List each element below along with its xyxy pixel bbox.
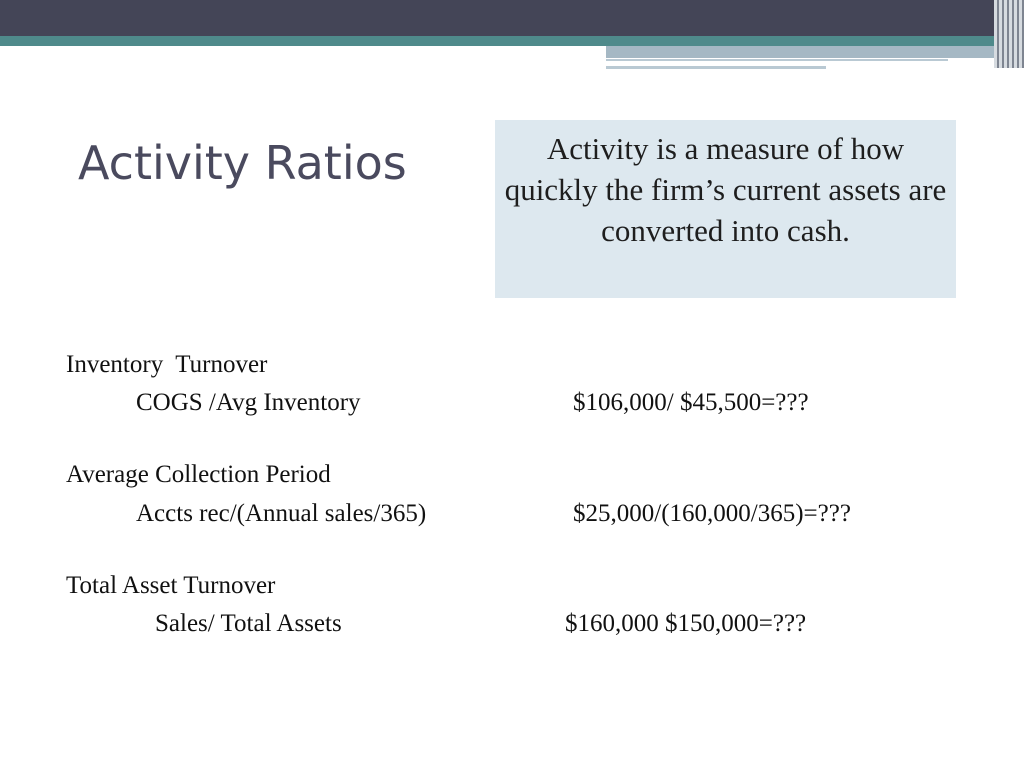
header-grey-band (606, 46, 1024, 58)
ratio-formula: Sales/ Total Assets (155, 610, 342, 637)
definition-text: Activity is a measure of how quickly the firm’s current assets are converted into cash. (504, 131, 947, 248)
ratio-formula: COGS /Avg Inventory (136, 389, 361, 416)
ratio-formula: Accts rec/(Annual sales/365) (136, 500, 427, 527)
ratio-calculation: $106,000/ $45,500=??? (573, 389, 809, 416)
header-accent-line-short (606, 66, 826, 69)
ratio-calculation: $25,000/(160,000/365)=??? (573, 500, 851, 527)
header-accent-line (606, 59, 948, 61)
ratio-name: Inventory Turnover (66, 351, 268, 378)
header-stripes (994, 0, 1024, 68)
ratio-name: Average Collection Period (66, 461, 331, 488)
header-teal-band (0, 36, 1024, 46)
slide-title: Activity Ratios (78, 136, 407, 190)
ratio-calculation: $160,000 $150,000=??? (565, 610, 807, 637)
ratio-name: Total Asset Turnover (66, 572, 276, 599)
header-dark-band (0, 0, 1024, 36)
definition-callout (495, 120, 956, 298)
